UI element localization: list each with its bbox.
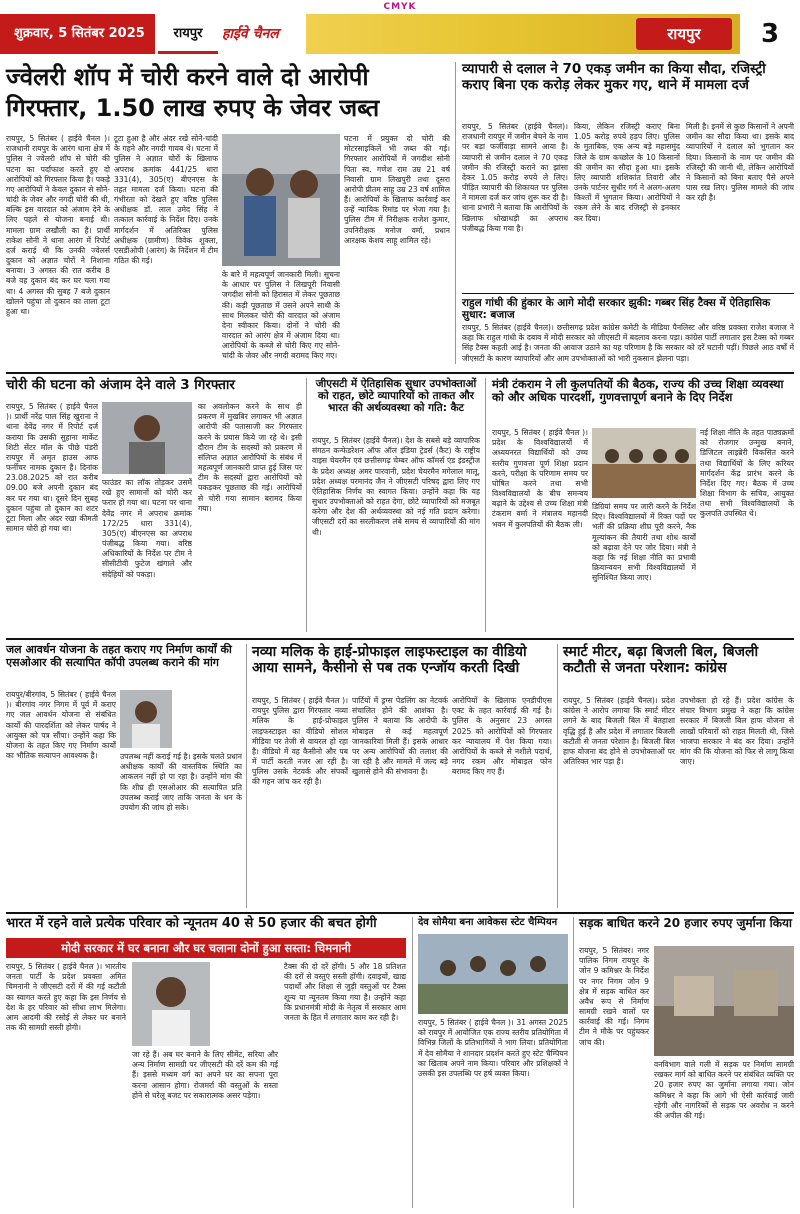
article-headline: चोरी की घटना को अंजाम देने वाले 3 गिरफ्तार (6, 377, 235, 393)
article-text: टूटा हुआ है और अंदर रखे सोने-चांदी के गहने और नगदी गायब थे। घटना में पुलिस ने अज्ञात चोरों के खिलाफ अपराध क्रमांक 441/25 धारा 331(4), 305(ए) बीएनएस के तहत मामला दर्ज किया। घटना की गंभीरता को देखते हुए वरिष्ठ पुलिस अधीक्षक डॉ. लाल उमेद सिंह ने तत्काल कार्रवाई के निर्देश दिए। उनके मार्गदर्शन में अतिरिक्त पुलिस अधीक्षक (ग्रामीण) विवेक शुक्ला, एसडीओपी (आरंग) के निर्देशन में टीम गठित की गई। (114, 134, 218, 266)
print-color-mark: CMYK (383, 2, 417, 12)
article-headline: जल आवर्धन योजना के तहत कराए गए निर्माण कार्यों की एसओआर की सत्यापित कॉपी उपलब्ध कराने की मांग (6, 643, 232, 669)
article-text: रायपुर, 5 सितंबर। नगर पालिक निगम रायपुर के जोन 9 कमिश्नर के निर्देश पर नगर निगम जोन 9 क्षेत्र में सड़क बाधित कर अवैध रूप से निर्माण सामग्री रखने वालों पर कार्रवाई की गई। निगम टीम ने मौके पर पहुंचकर जांच की। (579, 946, 649, 1047)
edition-city: रायपुर (158, 14, 218, 54)
article-headline: नव्या मलिक के हाई-प्रोफाइल लाइफस्टाइल का वीडियो आया सामने, कैसीनो से पब तक एन्जॉय करती दिखी (252, 644, 527, 677)
section-name: रायपुर (636, 18, 732, 50)
article-text: रायपुर/बीरगांव, 5 सितंबर ( हाईवे चैनल )। बीरगांव नगर निगम में पूर्व में कराए गए जल आवर्धन योजना से संबंधित कार्यों की पारदर्शिता को लेकर पार्षद ने आयुक्त को पत्र सौंपा। उन्होंने कहा कि योजना के तहत किए गए निर्माण कार्यों का भौतिक सत्यापन आवश्यक है। (6, 690, 116, 761)
councillor-photo (120, 690, 172, 748)
article-text: घटना में प्रयुक्त दो चोरी की मोटरसाइकिलें भी जब्त की गई। गिरफ्तार आरोपियों में जगदीश सोनी पिता स्व. गणेश राम उम्र 21 वर्ष निवासी ग्राम लिखपुरी तथा दूसरा आरोपी प्रीतम साहू उम्र 23 वर्ष शामिल हैं। आरोपियों के खिलाफ कार्रवाई कर उन्हें न्यायिक रिमांड पर भेजा गया है। पुलिस टीम में निरीक्षक राजेश कुमार, उपनिरीक्षक मनोज वर्मा, प्रधान आरक्षक केशव साहू शामिल रहे। (344, 134, 450, 245)
article-text: का अवलोकन करने के साथ ही प्रकरण में मुखबिर लगाकर भी अज्ञात आरोपी की पतासाजी कर गिरफ्तार करने के प्रयास किये जा रहे थे। इसी दौरान टीम के सदस्यों को प्रकरण में संलिप्त अज्ञात आरोपियों के संबंध में महत्वपूर्ण जानकारी प्राप्त हुई जिस पर टीम के सदस्यों द्वारा आरोपियों को पकड़कर पूछताछ की गई। आरोपियों से चोरी गया सामान बरामद किया गया। (198, 402, 302, 513)
article-text: नई शिक्षा नीति के तहत पाठ्यक्रमों को रोजगार उन्मुख बनाने, डिजिटल लाइब्रेरी विकसित करने तथा विद्यार्थियों के लिए करियर मार्गदर्शन केंद्र प्रारंभ करने के निर्देश दिए गए। बैठक में उच्च शिक्षा विभाग के सचिव, आयुक्त तथा सभी विश्वविद्यालयों के कुलपति उपस्थित थे। (700, 428, 794, 519)
article-headline: राहुल गांधी की हुंकार के आगे मोदी सरकार झुकी: गब्बर सिंह टैक्स में ऐतिहासिक सुधार: बजाज (462, 297, 771, 322)
article-headline: भारत में रहने वाले प्रत्येक परिवार को न्यूनतम 40 से 50 हजार की बचत होगी (6, 916, 377, 931)
article-text: मिली है। इनमें से कुछ किसानों ने अपनी जमीन का सौदा किया था। इसके बाद व्यापारियों ने दलाल को भुगतान कर दिया। किसानों के नाम पर जमीन की रजिस्ट्री की जानी थी, लेकिन आरोपियों ने किसानों को बिना बताए पैसे अपने पास रख लिए। पुलिस मामले की जांच कर रही है। (686, 122, 794, 203)
article-headline: मंत्री टंकराम ने ली कुलपतियों की बैठक, राज्य की उच्च शिक्षा व्यवस्था को और अधिक पारदर्शी, गुणवत्तापूर्ण बनाने के दिए निर्देश (492, 377, 784, 405)
article-text: उपभोक्ता हो रहे हैं। प्रदेश कांग्रेस के संचार विभाग प्रमुख ने कहा कि कांग्रेस सरकार में बिजली बिल हाफ योजना से लाखों परिवारों को राहत मिलती थी, जिसे भाजपा सरकार ने बंद कर दिया। उन्होंने मांग की कि योजना को फिर से लागू किया जाए। (680, 696, 794, 767)
article-text: रायपुर, 5 सितंबर ( हाईवे चैनल )। राजधानी रायपुर के आरंग थाना क्षेत्र में पुलिस ने ज्वेलरी शॉप से चोरी की घटना का पर्दाफाश करते हुए दो आरोपियों को गिरफ्तार किया है। पकड़े गए आरोपियों ने केवल दुकान से सोने-चांदी के जेवर और नगदी चोरी की थी, बल्कि इस वारदात को अंजाम देने के लिए पहले से योजना बनाई थी। मामला ग्राम लखौली का है। प्रार्थी राकेश सोनी ने थाना आरंग में रिपोर्ट दर्ज कराई थी कि उनकी ज्वेलर्स दुकान को अज्ञात चोरों ने निशाना बनाया। 3 अगस्त की रात करीब 8 बजे वह दुकान बंद कर घर चला गया था। 4 अगस्त की सुबह 7 बजे दुकान खोलने पहुंचा तो दुकान का ताला टूटा हुआ था। (6, 134, 110, 316)
spokesperson-photo (132, 962, 210, 1046)
article-headline: व्यापारी से दलाल ने 70 एकड़ जमीन का किया सौदा, रजिस्ट्री कराए बिना एक करोड़ लेकर मुकर गए, थाने में मामला दर्ज (462, 61, 766, 93)
article-headline: सड़क बाधित करने 20 हजार रुपए जुर्माना किया (579, 916, 793, 930)
article-text: रायपुर, 5 सितंबर (हाईवे चैनल)। राजधानी रायपुर में जमीन बेचने के नाम पर बड़ा फर्जीवाड़ा सामने आया है। व्यापारी से जमीन दलाल ने 70 एकड़ जमीन की रजिस्ट्री कराने का झांसा देकर 1.05 करोड़ रुपये ले लिए। पीड़ित व्यापारी की शिकायत पर पुलिस ने मामला दर्ज कर जांच शुरू कर दी है। थाना प्रभारी ने बताया कि आरोपियों के खिलाफ धोखाधड़ी का अपराध पंजीबद्ध किया गया है। (462, 122, 568, 233)
article-text: पार्टियों में ड्रग्स पेडलिंग का नेटवर्क संचालित होने की आशंका है। पुलिस ने बताया कि आरोपी के मोबाइल से कई महत्वपूर्ण जानकारियां मिली हैं। इसके आधार पर अन्य आरोपियों की तलाश की जा रही है और मामले में जल्द बड़े खुलासे होने की संभावना है। (352, 696, 448, 777)
article-text: रायपुर, 5 सितंबर (हाईवे चैनल)। छत्तीसगढ़ प्रदेश कांग्रेस कमेटी के मीडिया पैनलिस्ट और वरिष्ठ प्रवक्ता राजेश बजाज ने कहा कि राहुल गांधी के दबाव में मोदी सरकार को जीएसटी में बदलाव करना पड़ा। कांग्रेस पार्टी लगातार इस टैक्स को गब्बर सिंह टैक्स कहती आई है। जनता की आवाज उठाने का यह परिणाम है कि सरकार को दरें घटानी पड़ीं। पिछले आठ वर्षों में जीएसटी के कारण व्यापारियों और आम उपभोक्ताओं को भारी नुकसान झेलना पड़ा। (462, 323, 794, 363)
article-text: जा रहे हैं। अब घर बनाने के लिए सीमेंट, सरिया और अन्य निर्माण सामग्री पर जीएसटी की दरें कम की गई हैं। इससे मध्यम वर्ग का अपने घर का सपना पूरा करना आसान होगा। रोजमर्रा की वस्तुओं के सस्ता होने से घरेलू बजट पर सकारात्मक असर पड़ेगा। (132, 1050, 278, 1100)
article-headline: जीएसटी में ऐतिहासिक सुधार उपभोक्ताओं को राहत, छोटे व्यापारियों को ताकत और भारत की अर्थव्यवस्था को गति: कैट (315, 378, 477, 415)
article-text: डिग्रियां समय पर जारी करने के निर्देश दिए। विश्वविद्यालयों में रिक्त पदों पर भर्ती की प्रक्रिया शीघ्र पूरी करने, नैक मूल्यांकन की तैयारी तथा शोध कार्यों को बढ़ावा देने पर जोर दिया। मंत्री ने कहा कि नई शिक्षा नीति का प्रभावी क्रियान्वयन सभी विश्वविद्यालयों में सुनिश्चित किया जाए। (592, 502, 696, 583)
article-text: रायपुर, 5 सितंबर (हाईवे चैनल)। देश के सबसे बड़े व्यापारिक संगठन कन्फेडरेशन ऑफ ऑल इंडिया ट्रेडर्स (कैट) के राष्ट्रीय वाइस चेयरमैन एवं छत्तीसगढ़ चेम्बर ऑफ कॉमर्स एंड इंडस्ट्रीज के प्रदेश अध्यक्ष अमर पारवानी, प्रदेश चेयरमैन मगेलाल मालू, प्रदेश अध्यक्ष परमानंद जैन ने जीएसटी परिषद द्वारा लिए गए ऐतिहासिक निर्णय का स्वागत किया। उन्होंने कहा कि यह सुधार उपभोक्ताओं को राहत देगा, छोटे व्यापारियों को मजबूत करेगा और देश की अर्थव्यवस्था को नई गति प्रदान करेगा। जीएसटी दरों का सरलीकरण लंबे समय से व्यापारियों की मांग थी। (312, 436, 480, 537)
article-text: टैक्स की दो दरें होंगी। 5 और 18 प्रतिशत की दरों से वस्तुएं सस्ती होंगी। दवाइयों, खाद्य पदार्थों और शिक्षा से जुड़ी वस्तुओं पर टैक्स शून्य या न्यूनतम किया गया है। उन्होंने कहा कि प्रधानमंत्री मोदी के नेतृत्व में सरकार आम जनता के हित में लगातार काम कर रही है। (284, 962, 406, 1022)
road-obstruction-photo (654, 946, 794, 1056)
article-text: रायपुर, 5 सितंबर (हाईवे चैनल)। प्रदेश कांग्रेस ने आरोप लगाया कि स्मार्ट मीटर लगने के बाद बिजली बिल में बेतहाशा वृद्धि हुई है और प्रदेश में लगातार बिजली कटौती से जनता परेशान है। बिजली बिल हाफ योजना बंद होने से उपभोक्ताओं पर अतिरिक्त भार पड़ा है। (563, 696, 675, 767)
accused-photo (222, 134, 340, 266)
issue-date: शुक्रवार, 5 सितंबर 2025 (0, 14, 155, 54)
article-headline (6, 62, 450, 124)
champion-photo (418, 934, 568, 1014)
article-text: रायपुर, 5 सितंबर ( हाईवे चैनल )। प्रदेश के विश्वविद्यालयों में अध्ययनरत विद्यार्थियों को उच्च स्तरीय गुणवत्ता पूर्ण शिक्षा प्रदान करने, परीक्षा के परिणाम समय पर घोषित करने तथा सभी विश्वविद्यालयों के बीच समन्वय बढ़ाने के उद्देश्य से उच्च शिक्षा मंत्री टंकराम वर्मा ने मंत्रालय महानदी भवन में कुलपतियों की बैठक ली। (492, 428, 588, 529)
article-text: आरोपियों के खिलाफ एनडीपीएस एक्ट के तहत कार्रवाई की गई है। पुलिस के अनुसार 23 अगस्त 2025 को आरोपियों को गिरफ्तार कर न्यायालय में पेश किया गया। आरोपियों के कब्जे से नशीले पदार्थ, नगद रकम और मोबाइल फोन बरामद किए गए हैं। (452, 696, 552, 777)
article-subheadline: मोदी सरकार में घर बनाना और घर चलाना दोनों हुआ सस्ता: चिमनानी (6, 938, 406, 958)
meeting-photo (592, 428, 696, 498)
article-text: रायपुर, 5 सितंबर ( हाईवे चैनल )। भारतीय जनता पार्टी के प्रदेश प्रवक्ता अमित चिमनानी ने जीएसटी दरों में की गई कटौती का स्वागत करते हुए कहा कि इस निर्णय से देश के हर परिवार को सीधा लाभ मिलेगा। आम आदमी की रसोई से लेकर घर बनाने तक की सामग्री सस्ती होगी। (6, 962, 126, 1033)
article-text: वनविभाग वाले गली में सड़क पर निर्माण सामग्री रखकर मार्ग को बाधित करने पर संबंधित व्यक्ति पर 20 हजार रुपए का जुर्माना लगाया गया। जोन कमिश्नर ने कहा कि आगे भी ऐसी कार्रवाई जारी रहेगी और नागरिकों से सड़क पर अवरोध न करने की अपील की गई। (654, 1060, 794, 1120)
article-text: फाउंडर का लॉक तोड़कर उसमें रखे हुए सामानों को चोरी कर फरार हो गया था। घटना पर थाना देवेंद्र नगर में अपराध क्रमांक 172/25 धारा 331(4), 305(ए) बीएनएस का अपराध पंजीबद्ध किया गया। वरिष्ठ अधिकारियों के निर्देश पर टीम ने सीसीटीवी फुटेज खंगाले और संदेहियों को पकड़ा। (102, 478, 192, 579)
article-text: रायपुर, 5 सितंबर ( हाईवे चैनल )। 31 अगस्त 2025 को रायपुर में आयोजित एक राज्य स्तरीय प्रतियोगिता में विभिन्न जिलों के प्रतिभागियों ने भाग लिया। प्रतियोगिता में देव सोमैया ने शानदार प्रदर्शन करते हुए स्टेट चैम्पियन का खिताब अपने नाम किया। परिवार और प्रशिक्षकों ने उसकी इस उपलब्धि पर हर्ष व्यक्त किया। (418, 1018, 568, 1078)
article-text: किया, लेकिन रजिस्ट्री कराए बिना 1.05 करोड़ रुपये हड़प लिए। पुलिस के मुताबिक, एक अन्य बड़े महासमुंद जिले के ग्राम कच्छोल के 10 किसानों की जमीन का सौदा हुआ था। इसके लिए व्यापारी शशिकांत तिवारी और उनके पार्टनर सुधीर गर्ग ने अलग-अलग किश्तों में भुगतान किया। आरोपियों ने रकम लेने के बाद रजिस्ट्री से इनकार कर दिया। (574, 122, 680, 223)
newspaper-brand: हाईवे चैनल (222, 26, 279, 42)
article-text: रायपुर, 5 सितंबर ( हाईवे चैनल )। रायपुर पुलिस द्वारा गिरफ्तार नव्या मलिक के हाई-प्रोफाइल लाइफस्टाइल का वीडियो सोशल मीडिया पर तेजी से वायरल हो रहा है। वीडियो में वह कैसीनो और पब में पार्टी करती नजर आ रही है। पुलिस उसके नेटवर्क और संपर्कों की गहन जांच कर रही है। (252, 696, 348, 787)
article-headline: देव सोमैया बना आवेकस स्टेट चैम्पियन (418, 917, 558, 928)
masthead (0, 14, 800, 54)
page-number: 3 (740, 14, 800, 54)
accused-photo (102, 402, 192, 474)
article-text: रायपुर, 5 सितंबर ( हाईवे चैनल )। प्रार्थी नरेंद्र पाल सिंह खुराना ने थाना देवेंद्र नगर में रिपोर्ट दर्ज कराया कि उसकी सुहाना मार्केट शिटी सेंटर मॉल के पीछे पंडरी रायपुर में अमृत हाउस आफ फर्नीचर नामक दुकान है। दिनांक 23.08.2025 को रात करीब 09.00 बजे अपनी दुकान बंद कर घर गया था। दूसरे दिन सुबह दुकान पहुंचा तो दुकान का शटर टूटा मिला और अंदर रखा कीमती सामान चोरी हो गया था। (6, 402, 98, 534)
headline-line-1: ज्वेलरी शॉप में चोरी करने वाले दो आरोपी (6, 63, 369, 91)
article-text: के बारे में महत्वपूर्ण जानकारी मिली। सूचना के आधार पर पुलिस ने लिखपूरी निवासी जगदीश सोनी को हिरासत में लेकर पूछताछ की। कड़ी पूछताछ में उसने अपने साथी के साथ मिलकर चोरी की वारदात को अंजाम देना स्वीकार किया। दोनों ने चोरी की वारदात को आरंग क्षेत्र में अंजाम दिया था। आरोपियों के कब्जे से चोरी किए गए सोने-चांदी के जेवर और नगदी बरामद किए गए। (222, 270, 340, 361)
article-text: उपलब्ध नहीं कराई गई है। इसके चलते प्रधान अधीक्षक कार्यों की वास्तविक स्थिति का आकलन नहीं हो पा रहा है। उन्होंने मांग की कि शीघ्र ही एसओआर की सत्यापित प्रति उपलब्ध कराई जाए ताकि जनता के धन के उपयोग की जांच हो सके। (120, 752, 242, 812)
headline-line-2: गिरफ्तार, 1.50 लाख रुपए के जेवर जब्त (6, 94, 380, 123)
article-headline: स्मार्ट मीटर, बढ़ा बिजली बिल, बिजली कटौती से जनता परेशान: कांग्रेस (563, 644, 759, 677)
